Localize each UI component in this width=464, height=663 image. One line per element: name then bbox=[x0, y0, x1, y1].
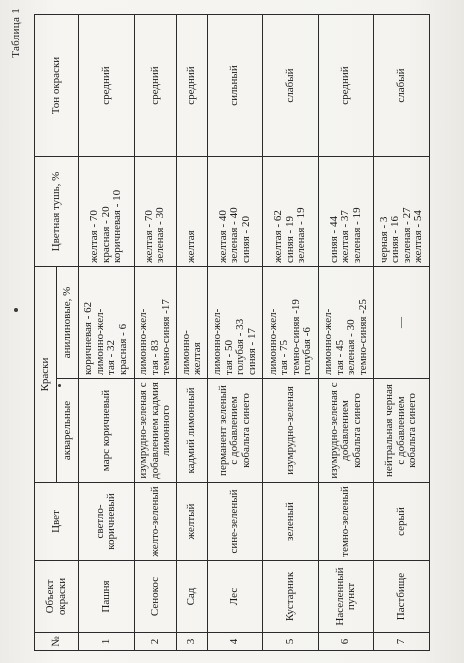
aniline-line: тая - 50 bbox=[222, 339, 235, 375]
aniline-line: лимонно-жел- bbox=[322, 308, 335, 375]
cell-tone: сильный bbox=[207, 15, 263, 157]
aniline-line: темно-синяя -25 bbox=[356, 299, 369, 375]
aniline-line: коричневая - 62 bbox=[82, 301, 95, 375]
ink-line: синяя - 19 bbox=[283, 216, 296, 263]
aniline-line: тая - 75 bbox=[278, 339, 291, 375]
ink-line: зеленая - 27 bbox=[400, 207, 413, 263]
ink-line: синяя - 44 bbox=[327, 216, 340, 263]
ink-line: желтая - 62 bbox=[272, 210, 285, 263]
ink-line: желтая - 70 bbox=[88, 210, 100, 263]
cell-color: сине-зеленый bbox=[207, 483, 263, 561]
cell-num: 7 bbox=[374, 633, 430, 651]
cell-ink bbox=[374, 157, 430, 267]
cell-color: желто-зеленый bbox=[134, 483, 177, 561]
cell-aniline bbox=[207, 267, 263, 379]
cell-color: темно-зеленый bbox=[318, 483, 374, 561]
cell-num: 2 bbox=[134, 633, 177, 651]
aniline-line: зеленая - 30 bbox=[345, 319, 358, 375]
cell-ink bbox=[318, 157, 374, 267]
ink-line: черная - 3 bbox=[377, 216, 390, 263]
aniline-line: тая - 32 bbox=[105, 339, 118, 375]
aniline-line: тая - 83 bbox=[148, 339, 161, 375]
header-ink: Цветная тушь, % bbox=[35, 157, 79, 267]
ink-line: зеленая - 19 bbox=[350, 207, 363, 263]
cell-watercolor: марс коричневый bbox=[79, 379, 135, 483]
cell-object: Пастбище bbox=[374, 561, 430, 633]
cell-object: Пашня bbox=[79, 561, 135, 633]
cell-aniline bbox=[79, 267, 135, 379]
ink-line: красная - 20 bbox=[99, 206, 112, 263]
cell-num: 6 bbox=[318, 633, 374, 651]
table-row bbox=[263, 15, 319, 651]
ink-line: желтая - 37 bbox=[339, 210, 352, 263]
aniline-line: тая - 45 bbox=[333, 339, 346, 375]
cell-watercolor: изумрудно-зеленая bbox=[263, 379, 319, 483]
cell-num: 5 bbox=[263, 633, 319, 651]
aniline-line: темно-синяя -19 bbox=[289, 299, 302, 375]
header-aniline: анилиновые, % bbox=[57, 267, 79, 379]
aniline-line: лимонно-жел- bbox=[93, 308, 106, 375]
aniline-line: красная - 6 bbox=[116, 323, 129, 375]
cell-watercolor: кадмий лимонный bbox=[177, 379, 207, 483]
cell-num: 4 bbox=[207, 633, 263, 651]
cell-tone: средний bbox=[177, 15, 207, 157]
ink-line: желтая - 70 bbox=[142, 210, 155, 263]
cell-object: Сенокос bbox=[134, 561, 177, 633]
cell-watercolor: изумрудно-зеленая с добавлением кадмия лимонного bbox=[134, 379, 177, 483]
table-row bbox=[134, 15, 177, 651]
cell-num: 1 bbox=[79, 633, 135, 651]
aniline-line: желтая bbox=[191, 342, 204, 375]
cell-watercolor: нейтральная черная с добавлением кобальта синего bbox=[374, 379, 430, 483]
ink-line: коричневая - 10 bbox=[111, 189, 123, 263]
header-object: Объект окраски bbox=[35, 561, 79, 633]
cell-object: Лес bbox=[207, 561, 263, 633]
cell-watercolor: перманент зеленый с добавлением кобальта синего bbox=[207, 379, 263, 483]
cell-aniline bbox=[263, 267, 319, 379]
ink-line: синяя - 20 bbox=[239, 216, 252, 263]
ink-line: желтая - 54 bbox=[412, 210, 425, 263]
cell-ink bbox=[79, 157, 135, 267]
paint-table bbox=[34, 14, 430, 651]
aniline-line: синяя - 17 bbox=[245, 328, 258, 375]
cell-tone: средний bbox=[318, 15, 374, 157]
aniline-line: — bbox=[394, 317, 407, 328]
cell-color: светло-коричневый bbox=[79, 483, 135, 561]
cell-color: зеленый bbox=[263, 483, 319, 561]
header-color: Цвет bbox=[35, 483, 79, 561]
aniline-line: голубая -6 bbox=[301, 327, 314, 375]
table-row bbox=[318, 15, 374, 651]
cell-aniline bbox=[318, 267, 374, 379]
table-row bbox=[177, 15, 207, 651]
cell-ink bbox=[134, 157, 177, 267]
aniline-line: лимонно- bbox=[179, 330, 192, 375]
header-tone: Тон окраски bbox=[35, 15, 79, 157]
cell-aniline bbox=[374, 267, 430, 379]
table-row bbox=[207, 15, 263, 651]
aniline-line: лимонно-жел- bbox=[137, 308, 150, 375]
cell-object: Сад bbox=[177, 561, 207, 633]
cell-ink bbox=[263, 157, 319, 267]
aniline-line: темно-синяя -17 bbox=[160, 299, 173, 375]
cell-color: желтый bbox=[177, 483, 207, 561]
ink-line: зеленая - 19 bbox=[295, 207, 308, 263]
aniline-line: лимонно-жел- bbox=[211, 308, 224, 375]
aniline-line: лимонно-жел- bbox=[266, 308, 279, 375]
table-row bbox=[374, 15, 430, 651]
header-watercolor: акварельные bbox=[57, 379, 79, 483]
table-caption: Таблица 1 bbox=[10, 8, 22, 58]
cell-color: серый bbox=[374, 483, 430, 561]
header-num: № bbox=[35, 633, 79, 651]
header-paints-group: Краски bbox=[35, 267, 57, 483]
cell-tone: слабый bbox=[374, 15, 430, 157]
cell-object: Населенный пункт bbox=[318, 561, 374, 633]
table-row bbox=[79, 15, 135, 651]
aniline-line: голубая - 33 bbox=[234, 318, 247, 375]
cell-watercolor: изумрудно-зеленая с добавлением кобальта синего bbox=[318, 379, 374, 483]
cell-tone: слабый bbox=[263, 15, 319, 157]
cell-num: 3 bbox=[177, 633, 207, 651]
ink-line: зеленая - 40 bbox=[228, 207, 241, 263]
cell-object: Кустарник bbox=[263, 561, 319, 633]
ink-line: зеленая - 30 bbox=[154, 207, 167, 263]
cell-aniline bbox=[134, 267, 177, 379]
ink-line: желтая bbox=[185, 230, 198, 263]
cell-ink bbox=[177, 157, 207, 267]
cell-aniline bbox=[177, 267, 207, 379]
cell-ink bbox=[207, 157, 263, 267]
cell-tone: средний bbox=[79, 15, 135, 157]
ink-line: синяя - 16 bbox=[389, 216, 402, 263]
ink-line: желтая - 40 bbox=[216, 210, 229, 263]
cell-tone: средний bbox=[134, 15, 177, 157]
